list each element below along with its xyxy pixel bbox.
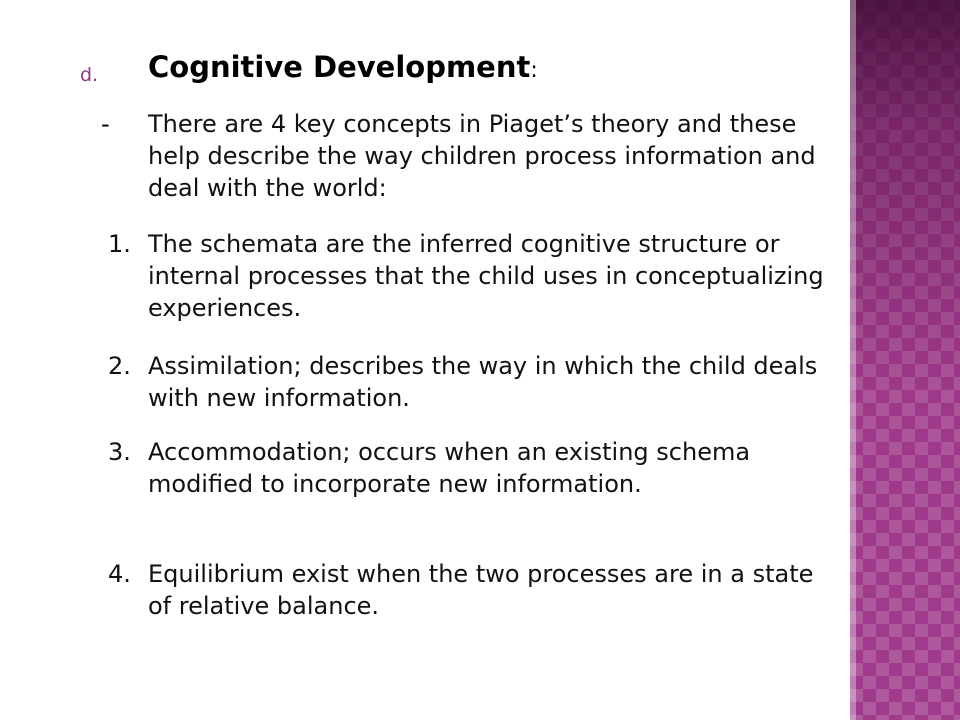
slide-heading: [148, 50, 538, 84]
item-number: 3.: [108, 438, 131, 466]
item-text: Equilibrium exist when the two processes are in a state of relative balance.: [148, 560, 814, 620]
item-text: The schemata are the inferred cognitive structure or internal processes that the child uses in conceptualizing experiences.: [148, 230, 824, 322]
item-number: 2.: [108, 352, 131, 380]
bullet-dash: -: [101, 110, 110, 138]
item-number: 4.: [108, 560, 131, 588]
item-text: Assimilation; describes the way in which the child deals with new information.: [148, 352, 818, 412]
item-number: 1.: [108, 230, 131, 258]
heading-colon: :: [530, 58, 538, 83]
intro-paragraph: There are 4 key concepts in Piaget’s theory and these help describe the way children process information and deal with the world:: [148, 110, 816, 202]
heading-text: Cognitive Development: [148, 50, 531, 84]
decorative-band-edge: [850, 0, 856, 720]
item-text: Accommodation; occurs when an existing schema modified to incorporate new information.: [148, 438, 751, 498]
decorative-band-shade: [850, 0, 960, 720]
list-marker: d.: [80, 64, 99, 86]
